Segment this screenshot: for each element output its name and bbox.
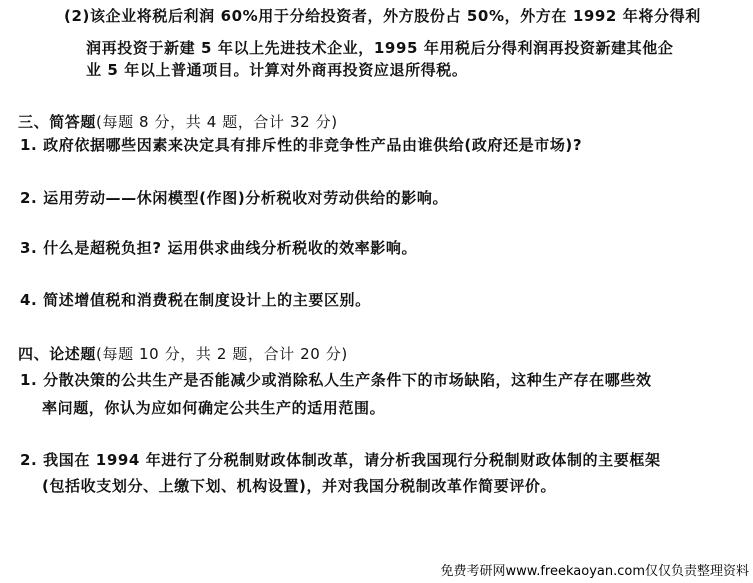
section-4-heading xyxy=(18,344,348,364)
section-3-question-1: 1. 政府依据哪些因素来决定具有排斥性的非竞争性产品由谁供给(政府还是市场)? xyxy=(20,136,583,154)
question-2-part-2-line-1: (2)该企业将税后利润 60%用于分给投资者，外方股份占 50%，外方在 1992 年将分得利 xyxy=(64,7,701,25)
footer-source-note: 免费考研网www.freekaoyan.com仅仅负责整理资料 xyxy=(440,564,749,579)
section-3-question-4: 4. 简述增值税和消费税在制度设计上的主要区别。 xyxy=(20,291,371,309)
section-3-note: (每题 8 分，共 4 题，合计 32 分) xyxy=(96,113,338,131)
section-4-question-2-line-1: 2. 我国在 1994 年进行了分税制财政体制改革，请分析我国现行分税制财政体制的主要框架 xyxy=(20,451,661,469)
section-4-question-1-line-1: 1. 分散决策的公共生产是否能减少或消除私人生产条件下的市场缺陷，这种生产存在哪些效 xyxy=(20,371,652,389)
section-3-title: 三、简答题 xyxy=(18,113,97,131)
section-4-note: (每题 10 分，共 2 题，合计 20 分) xyxy=(96,345,348,363)
section-3-question-3: 3. 什么是超税负担? 运用供求曲线分析税收的效率影响。 xyxy=(20,239,418,257)
question-2-part-2-line-2: 润再投资于新建 5 年以上先进技术企业，1995 年用税后分得利润再投资新建其他企 xyxy=(86,39,674,57)
section-4-question-1-line-2: 率问题，你认为应如何确定公共生产的适用范围。 xyxy=(42,399,386,417)
section-4-title: 四、论述题 xyxy=(18,345,97,363)
section-3-question-2: 2. 运用劳动——休闲模型(作图)分析税收对劳动供给的影响。 xyxy=(20,189,449,207)
section-3-heading xyxy=(18,112,338,132)
question-2-part-2-line-3: 业 5 年以上普通项目。计算对外商再投资应退所得税。 xyxy=(86,61,468,79)
section-4-question-2-line-2: (包括收支划分、上缴下划、机构设置)，并对我国分税制改革作简要评价。 xyxy=(42,477,557,495)
